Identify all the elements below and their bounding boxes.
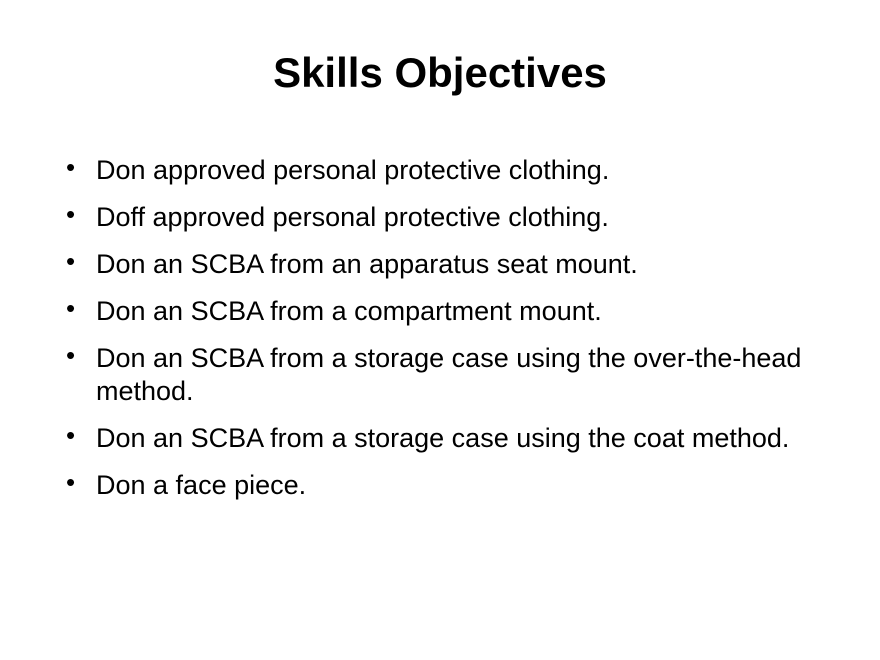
list-item-text: Don a face piece. (96, 469, 307, 500)
list-item (58, 295, 820, 328)
bullet-icon: • (66, 293, 76, 323)
list-item (58, 339, 820, 408)
list-item-text: Don an SCBA from a compartment mount. (96, 296, 602, 326)
bullet-icon: • (66, 152, 76, 183)
bullet-icon: • (66, 199, 76, 230)
list-item-text: Don an SCBA from a storage case using the over-the-head method. (96, 342, 802, 406)
list-item (58, 419, 820, 455)
list-item-text: Doff approved personal protective clothing. (96, 202, 609, 233)
list-item (58, 248, 820, 281)
bullet-icon: • (66, 246, 76, 277)
bullet-icon: • (66, 419, 76, 450)
list-item (58, 154, 820, 187)
list-item-text: Don approved personal protective clothing. (96, 155, 610, 186)
list-item-text: Don an SCBA from an apparatus seat mount. (96, 249, 638, 280)
list-item (58, 466, 820, 502)
bullet-icon: • (66, 339, 76, 370)
list-item-text: Don an SCBA from a storage case using the coat method. (96, 422, 790, 453)
list-item (58, 201, 820, 234)
bullet-icon: • (66, 466, 76, 497)
page-title: Skills Objectives (273, 49, 607, 96)
bullet-list (0, 154, 880, 502)
